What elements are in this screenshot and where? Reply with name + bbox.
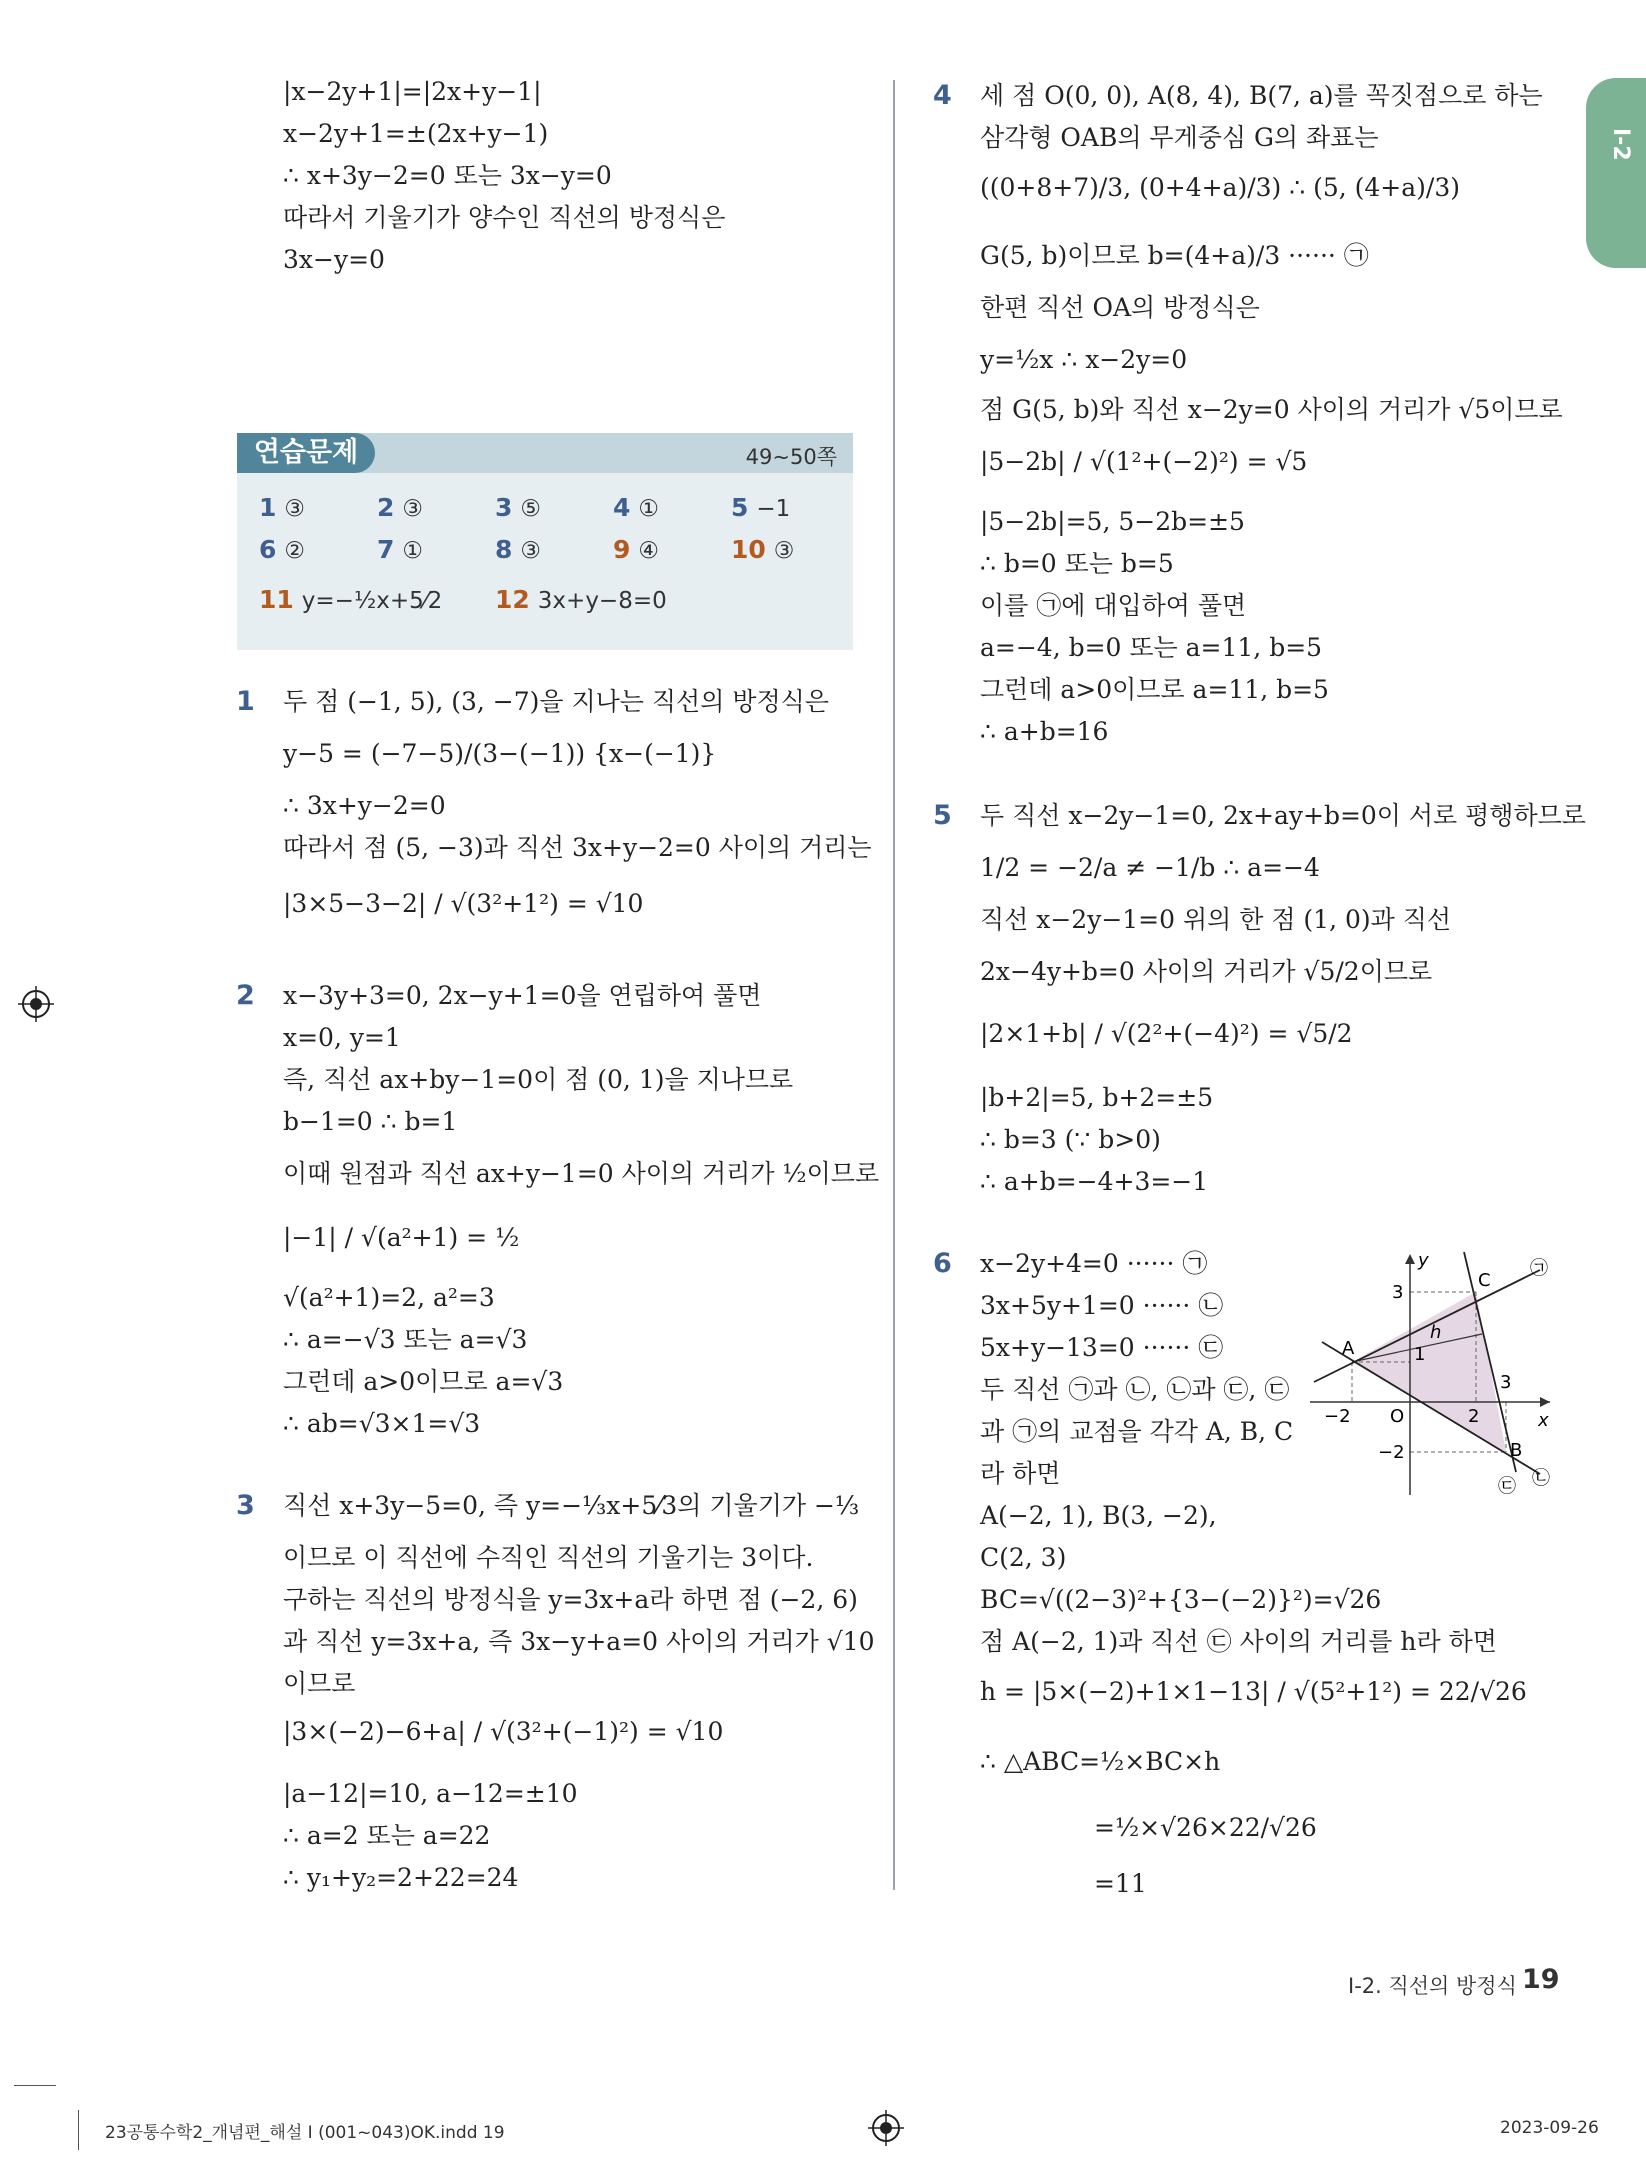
answer-item: 9 ④ [613,535,660,564]
text-line: ∴ 3x+y−2=0 [283,791,446,820]
text-line: 1/2 = −2/a ≠ −1/b ∴ a=−4 [980,853,1320,882]
text-line: 즉, 직선 ax+by−1=0이 점 (0, 1)을 지나므로 [283,1065,794,1094]
text-line: 이므로 [283,1669,356,1698]
text-line: 두 직선 x−2y−1=0, 2x+ay+b=0이 서로 평행하므로 [980,801,1586,830]
tick-label: −2 [1378,1442,1405,1463]
text-line: A(−2, 1), B(3, −2), [980,1501,1217,1530]
line-1-label: ㉠ [1530,1258,1548,1279]
origin-label: O [1390,1406,1405,1427]
text-line: ∴ a=−√3 또는 a=√3 [283,1325,528,1354]
text-line: ∴ b=0 또는 b=5 [980,549,1174,578]
text-line: y=½x ∴ x−2y=0 [980,345,1188,374]
text-line: b−1=0 ∴ b=1 [283,1107,458,1136]
answer-item: 7 ① [377,535,424,564]
practice-title: 연습문제 [237,433,375,473]
text-line: 점 G(5, b)와 직선 x−2y=0 사이의 거리가 √5이므로 [980,395,1563,424]
triangle-fill [1352,1292,1506,1452]
text-line: 두 직선 ㉠과 ㉡, ㉡과 ㉢, ㉢ [980,1375,1290,1404]
crop-mark [14,2085,56,2086]
text-line: x−2y+1=±(2x+y−1) [283,119,549,148]
text-line: 따라서 점 (5, −3)과 직선 3x+y−2=0 사이의 거리는 [283,833,872,862]
answer-item: 11 y=−½x+5⁄2 [259,585,443,614]
axis-y-label: y [1418,1250,1429,1271]
text-line: 구하는 직선의 방정식을 y=3x+a라 하면 점 (−2, 6) [283,1585,858,1614]
text-line: 점 A(−2, 1)과 직선 ㉢ 사이의 거리를 h라 하면 [980,1627,1497,1656]
tick-label: 1 [1414,1344,1426,1365]
text-line: 삼각형 OAB의 무게중심 G의 좌표는 [980,123,1379,152]
text-line: |3×(−2)−6+a| / √(3²+(−1)²) = √10 [283,1717,724,1746]
text-line: ((0+8+7)/3, (0+4+a)/3) ∴ (5, (4+a)/3) [980,173,1460,202]
text-line: 그런데 a>0이므로 a=11, b=5 [980,675,1329,704]
text-line: |2×1+b| / √(2²+(−4)²) = √5/2 [980,1019,1353,1048]
solution-number: 2 [236,980,255,1011]
text-line: ∴ a+b=16 [980,717,1109,746]
point-a-label: A [1342,1338,1355,1359]
text-line: 두 점 (−1, 5), (3, −7)을 지나는 직선의 방정식은 [283,687,829,716]
text-line: ∴ x+3y−2=0 또는 3x−y=0 [283,161,612,190]
text-line: 직선 x−2y−1=0 위의 한 점 (1, 0)과 직선 [980,905,1452,934]
text-line: |5−2b|=5, 5−2b=±5 [980,507,1245,536]
text-line: 직선 x+3y−5=0, 즉 y=−⅓x+5⁄3의 기울기가 −⅓ [283,1491,860,1520]
point-c-label: C [1478,1270,1491,1291]
text-line: x−3y+3=0, 2x−y+1=0을 연립하여 풀면 [283,981,762,1010]
registration-mark-icon [868,2110,904,2146]
text-line: BC=√((2−3)²+{3−(−2)}²)=√26 [980,1585,1382,1614]
answer-item: 12 3x+y−8=0 [495,585,667,614]
text-line: ∴ ab=√3×1=√3 [283,1409,481,1438]
text-line: 5x+y−13=0 ······ ㉢ [980,1333,1224,1362]
triangle-graph [1310,1250,1560,1500]
text-line: a=−4, b=0 또는 a=11, b=5 [980,633,1323,662]
text-line: 3x+5y+1=0 ······ ㉡ [980,1291,1224,1320]
text-line: ∴ a=2 또는 a=22 [283,1821,491,1850]
tick-label: 2 [1468,1406,1480,1427]
text-line: 2x−4y+b=0 사이의 거리가 √5/2이므로 [980,957,1433,986]
text-line: |b+2|=5, b+2=±5 [980,1083,1214,1112]
text-line: √(a²+1)=2, a²=3 [283,1283,495,1312]
crop-mark [78,2110,79,2150]
solution-number: 6 [933,1248,952,1279]
text-line: y−5 = (−7−5)/(3−(−1)) {x−(−1)} [283,739,717,768]
text-line: x=0, y=1 [283,1023,401,1052]
text-line: h = |5×(−2)+1×1−13| / √(5²+1²) = 22/√26 [980,1677,1527,1706]
registration-mark-icon [18,986,54,1022]
text-line: 세 점 O(0, 0), A(8, 4), B(7, a)를 꼭짓점으로 하는 [980,81,1543,110]
text-line: 이므로 이 직선에 수직인 직선의 기울기는 3이다. [283,1543,814,1572]
solution-number: 5 [933,800,952,831]
height-label: h [1430,1322,1442,1343]
answer-item: 4 ① [613,493,660,522]
text-line: |x−2y+1|=|2x+y−1| [283,77,542,106]
column-divider [893,80,895,1890]
text-line: 따라서 기울기가 양수인 직선의 방정식은 [283,203,726,232]
text-line: |−1| / √(a²+1) = ½ [283,1223,520,1252]
chapter-tab [1586,78,1646,268]
text-line: 과 ㉠의 교점을 각각 A, B, C [980,1417,1294,1446]
answer-item: 2 ③ [377,493,424,522]
tick-label: 3 [1392,1282,1404,1303]
answer-item: 1 ③ [259,493,306,522]
section-label: Ⅰ‐2. 직선의 방정식 [1348,1974,1517,1998]
answer-item: 3 ⑤ [495,493,542,522]
line-2-label: ㉡ [1532,1468,1550,1489]
text-line: =11 [1094,1869,1147,1898]
chapter-tab-label: I‐2 [1608,128,1633,161]
practice-header [237,433,853,473]
answer-item: 10 ③ [731,535,795,564]
text-line: 한편 직선 OA의 방정식은 [980,293,1260,322]
point-b-label: B [1510,1440,1523,1461]
text-line: |3×5−3−2| / √(3²+1²) = √10 [283,889,644,918]
text-line: C(2, 3) [980,1543,1067,1572]
solution-number: 3 [236,1490,255,1521]
text-line: G(5, b)이므로 b=(4+a)/3 ······ ㉠ [980,241,1369,270]
answer-item: 8 ③ [495,535,542,564]
text-line: 이때 원점과 직선 ax+y−1=0 사이의 거리가 ½이므로 [283,1159,880,1188]
solution-number: 1 [236,686,255,717]
text-line: ∴ b=3 (∵ b>0) [980,1125,1161,1154]
text-line: |5−2b| / √(1²+(−2)²) = √5 [980,447,1308,476]
text-line: 이를 ㉠에 대입하여 풀면 [980,591,1247,620]
practice-pages: 49∼50쪽 [745,445,837,469]
answer-item: 5 −1 [731,493,791,522]
tick-label: −2 [1324,1406,1351,1427]
line-3-label: ㉢ [1498,1476,1516,1497]
text-line: 3x−y=0 [283,245,385,274]
text-line: ∴ a+b=−4+3=−1 [980,1167,1209,1196]
text-line: x−2y+4=0 ······ ㉠ [980,1249,1208,1278]
text-line: 그런데 a>0이므로 a=√3 [283,1367,564,1396]
text-line: ∴ y₁+y₂=2+22=24 [283,1863,519,1892]
text-line: 과 직선 y=3x+a, 즉 3x−y+a=0 사이의 거리가 √10 [283,1627,875,1656]
print-date: 2023-09-26 [1500,2118,1599,2138]
page-number: 19 [1522,1964,1560,1995]
axis-x-label: x [1538,1410,1549,1431]
text-line: 라 하면 [980,1459,1061,1488]
text-line: =½×√26×22/√26 [1094,1813,1317,1842]
practice-answer-box [237,433,853,650]
solution-number: 4 [933,80,952,111]
answer-item: 6 ② [259,535,306,564]
tick-label: 3 [1500,1372,1512,1393]
file-name: 23공통수학2_개념편_해설 I (001~043)OK.indd 19 [105,2123,505,2143]
text-line: ∴ △ABC=½×BC×h [980,1747,1221,1776]
text-line: |a−12|=10, a−12=±10 [283,1779,578,1808]
